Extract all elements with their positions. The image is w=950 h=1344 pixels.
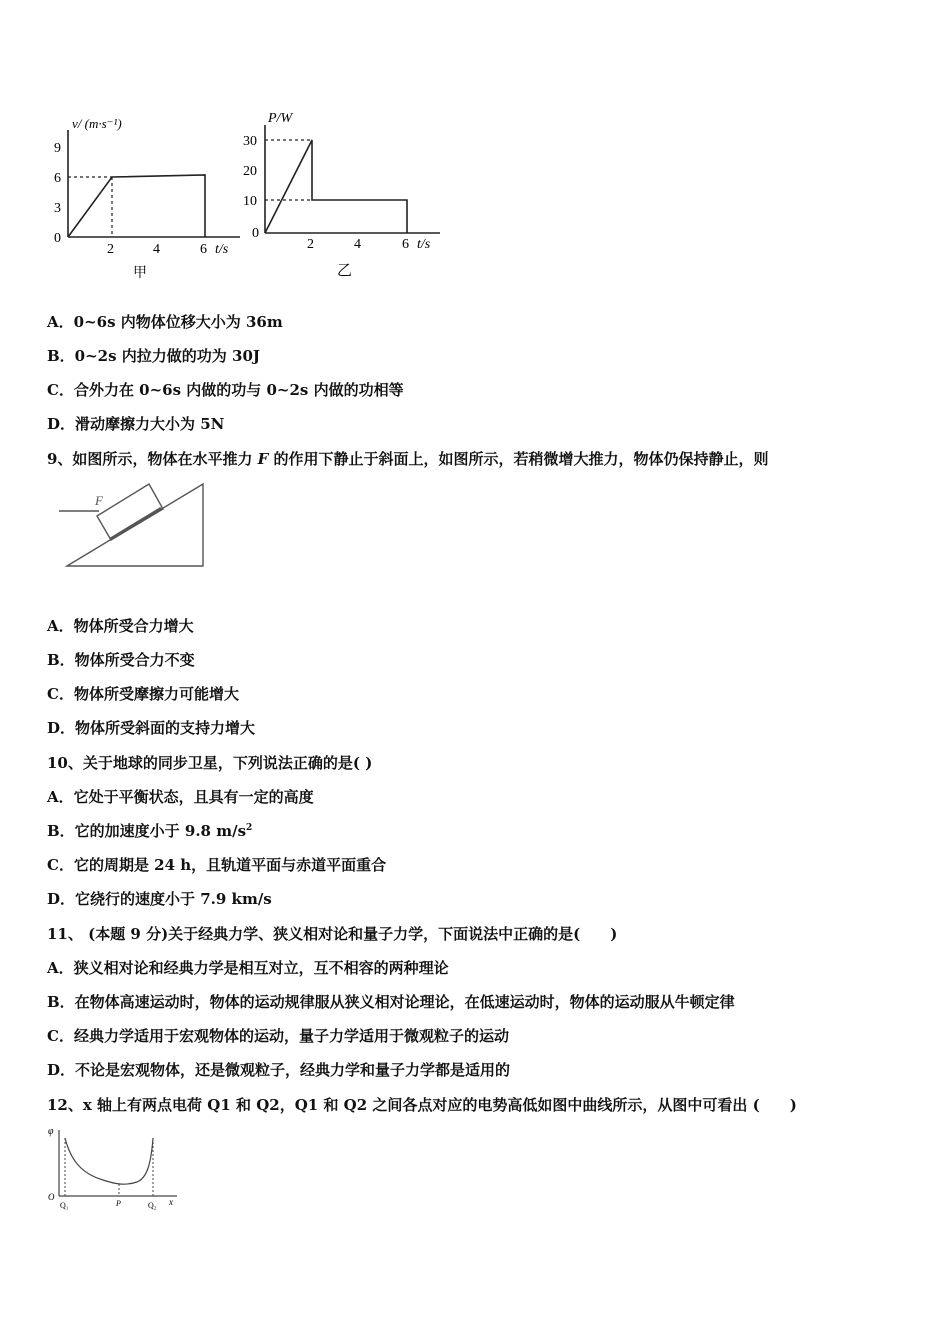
q10-option-b-exponent: 2 (246, 823, 253, 833)
q12-stem: 12、x 轴上有两点电荷 Q1 和 Q2，Q1 和 Q2 之间各点对应的电势高低如图中曲线所示，从图中可看出 ( ) (47, 1096, 797, 1114)
q9-stem-var: F (257, 450, 269, 468)
v-chart-ytick: 9 (54, 141, 61, 156)
velocity-time-chart (50, 112, 245, 282)
v-chart-xlabel: t/s (215, 242, 229, 257)
p-chart-caption: 乙 (337, 263, 353, 279)
q11-option-b: B．在物体高速运动时，物体的运动规律服从狭义相对论理论，在低速运动时，物体的运动服从牛顿定律 (47, 993, 735, 1011)
v-chart-ytick: 6 (54, 171, 61, 186)
q10-stem: 10、关于地球的同步卫星，下列说法正确的是( ) (47, 754, 373, 772)
v-chart-caption: 甲 (133, 266, 147, 281)
q10-option-c: C．它的周期是 24 h，且轨道平面与赤道平面重合 (47, 856, 387, 874)
q10-option-a: A．它处于平衡状态，且具有一定的高度 (47, 788, 314, 806)
v-chart-xtick: 4 (153, 242, 160, 257)
p-chart-ytick: 20 (243, 164, 257, 179)
q10-option-d: D．它绕行的速度小于 7.9 km/s (47, 890, 272, 908)
q9-option-c: C．物体所受摩擦力可能增大 (47, 685, 239, 703)
q8-option-d: D．滑动摩擦力大小为 5N (47, 415, 225, 433)
force-label: F (95, 493, 103, 508)
v-chart-ytick: 0 (54, 231, 61, 246)
v-chart-ylabel: v/ (m·s⁻¹) (72, 116, 122, 131)
p-chart-xtick: 4 (354, 237, 361, 252)
p-chart-xtick: 6 (402, 237, 409, 252)
v-chart-xtick: 2 (107, 242, 114, 257)
power-time-chart (240, 105, 445, 280)
p-chart-ylabel: P/W (268, 111, 293, 126)
p-chart-ytick: 10 (243, 194, 257, 209)
q11-option-a: A．狭义相对论和经典力学是相互对立，互不相容的两种理论 (47, 959, 449, 977)
q9-option-d: D．物体所受斜面的支持力增大 (47, 719, 256, 737)
p-chart-xtick: 2 (307, 237, 314, 252)
v-chart-xtick: 6 (200, 242, 207, 257)
incline-figure (55, 478, 215, 573)
q9-option-b: B．物体所受合力不变 (47, 651, 195, 669)
potential-mark-p: P (116, 1199, 121, 1208)
v-chart-ytick: 3 (54, 201, 61, 216)
q10-option-b (47, 820, 252, 841)
q9-stem (47, 448, 769, 469)
q8-option-b: B．0~2s 内拉力做的功为 30J (47, 347, 260, 365)
p-chart-xlabel: t/s (417, 237, 431, 252)
p-chart-ytick: 0 (252, 226, 259, 241)
q9-option-a: A．物体所受合力增大 (47, 617, 194, 635)
potential-origin: O (48, 1192, 55, 1202)
q8-option-a: A．0~6s 内物体位移大小为 36m (47, 313, 283, 331)
potential-curve-figure (45, 1122, 185, 1214)
potential-xlabel: x (169, 1197, 173, 1207)
q11-option-d: D．不论是宏观物体，还是微观粒子，经典力学和量子力学都是适用的 (47, 1061, 511, 1079)
q11-option-c: C．经典力学适用于宏观物体的运动，量子力学适用于微观粒子的运动 (47, 1027, 509, 1045)
potential-ylabel: φ (48, 1126, 54, 1137)
q9-stem-pre: 9、如图所示，物体在水平推力 (47, 450, 258, 468)
potential-mark-q1: Q₁ (60, 1201, 69, 1210)
p-chart-ytick: 30 (243, 134, 257, 149)
q11-stem: 11、 (本题 9 分)关于经典力学、狭义相对论和量子力学，下面说法中正确的是( ) (47, 925, 618, 943)
potential-mark-q2: Q₂ (148, 1201, 157, 1210)
q8-option-c: C．合外力在 0~6s 内做的功与 0~2s 内做的功相等 (47, 381, 404, 399)
q10-option-b-text: B．它的加速度小于 9.8 m/s (47, 822, 247, 840)
q9-stem-post: 的作用下静止于斜面上，如图所示，若稍微增大推力，物体仍保持静止，则 (268, 450, 769, 468)
